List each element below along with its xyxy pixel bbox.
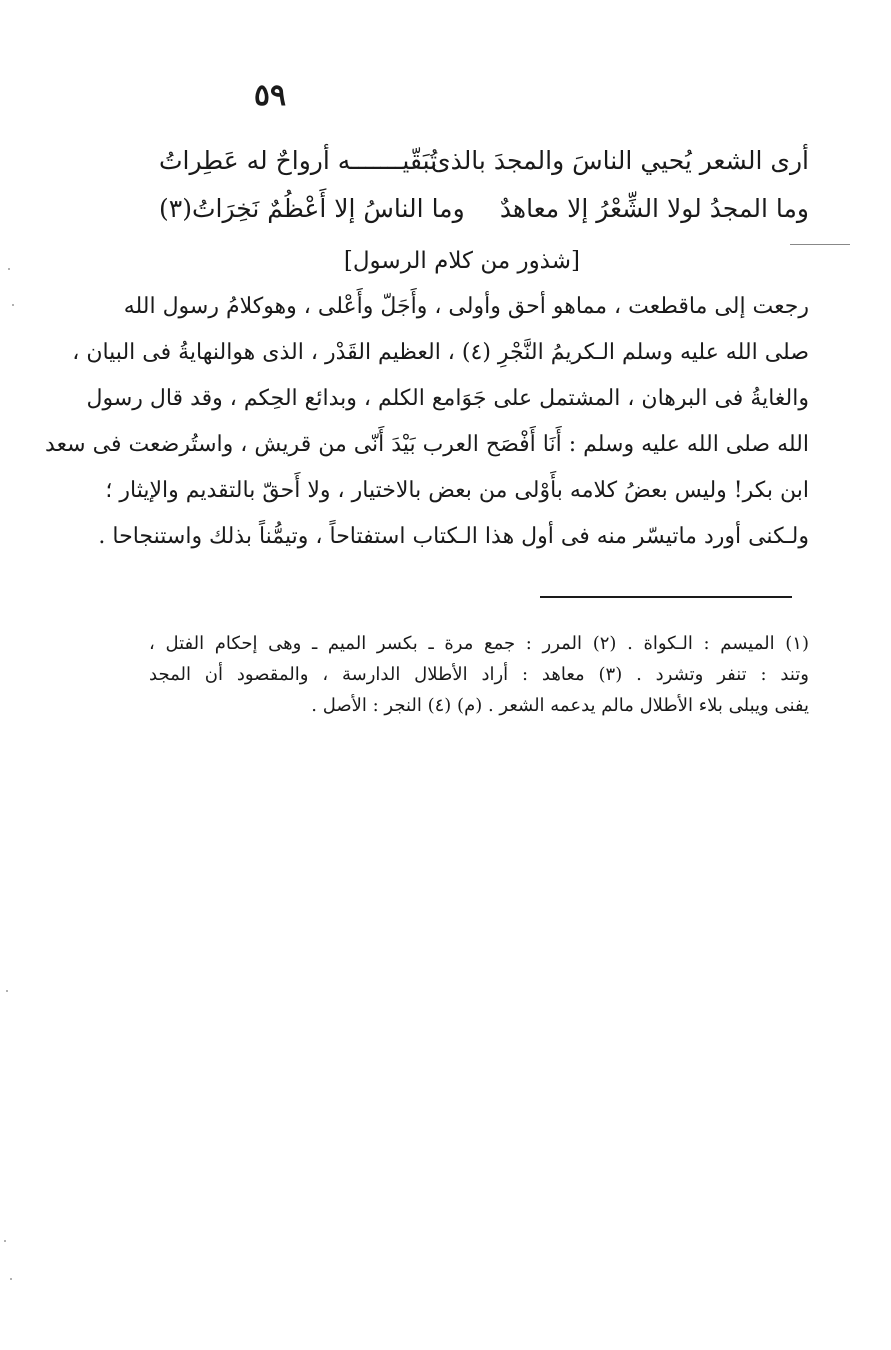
footnote-line: (١) الميسم : الـكواة . (٢) المرر : جمع مرة ـ بكسر الميم ـ وهى إحكام الفتل ، (149, 633, 809, 654)
margin-mark (790, 244, 850, 245)
body-line: والغايةُ فى البرهان ، المشتمل على جَوَامع الكلم ، وبدائع الحِكم ، وقد قال رسول (86, 386, 809, 411)
poem-verse (159, 196, 809, 236)
body-line: الله صلى الله عليه وسلم : أَنَا أَفْصَح العرب بَيْدَ أَنّى من قريش ، واستُرضعت فى سعد (45, 432, 809, 457)
scan-speck (4, 1240, 6, 1242)
verse-second-hemistich: تُبَقّيـــــــه أرواحٌ له عَطِراتُ (159, 146, 438, 175)
footnote-separator (540, 596, 792, 598)
verse-second-hemistich: وما الناسُ إلا أَعْظُمٌ نَخِرَاتُ(٣) (159, 194, 465, 223)
footnotes (149, 628, 809, 721)
scan-speck (6, 990, 8, 992)
body-line: ابن بكر! وليس بعضُ كلامه بأَوْلى من بعض بالاختيار ، ولا أَحقّ بالتقديم والإيثار ؛ (105, 478, 809, 503)
footnote-line: يفنى ويبلى بلاء الأطلال مالم يدعمه الشعر . (م) (٤) النجر : الأصل . (311, 695, 809, 716)
section-heading: [شذور من كلام الرسول] (343, 248, 580, 274)
page-number: ٥٩ (253, 78, 287, 113)
scan-speck (8, 268, 10, 270)
body-line: رجعت إلى ماقطعت ، مماهو أحق وأولى ، وأَجَلّ وأَعْلى ، وهوكلامُ رسول الله (123, 294, 809, 319)
scan-speck (10, 1278, 12, 1280)
body-line: ولـكنى أورد ماتيسّر منه فى أول هذا الـكتاب استفتاحاً ، وتيمُّناً بذلك واستنجاحا . (98, 524, 809, 549)
footnote-line: وتند : تنفر وتشرد . (٣) معاهد : أراد الأطلال الدارسة ، والمقصود أن المجد (149, 664, 810, 685)
body-line: صلى الله عليه وسلم الـكريمُ النَّجْرِ (٤) ، العظيم القَدْر ، الذى هوالنهايةُ فى البيان ، (72, 340, 809, 365)
poem-verse (159, 148, 809, 188)
scan-speck (12, 304, 14, 306)
body-text (45, 284, 809, 560)
verse-first-hemistich: أرى الشعر يُحيي الناسَ والمجدَ بالذى (431, 146, 809, 175)
verse-first-hemistich: وما المجدُ لولا الشِّعْرُ إلا معاهدٌ (499, 194, 809, 223)
